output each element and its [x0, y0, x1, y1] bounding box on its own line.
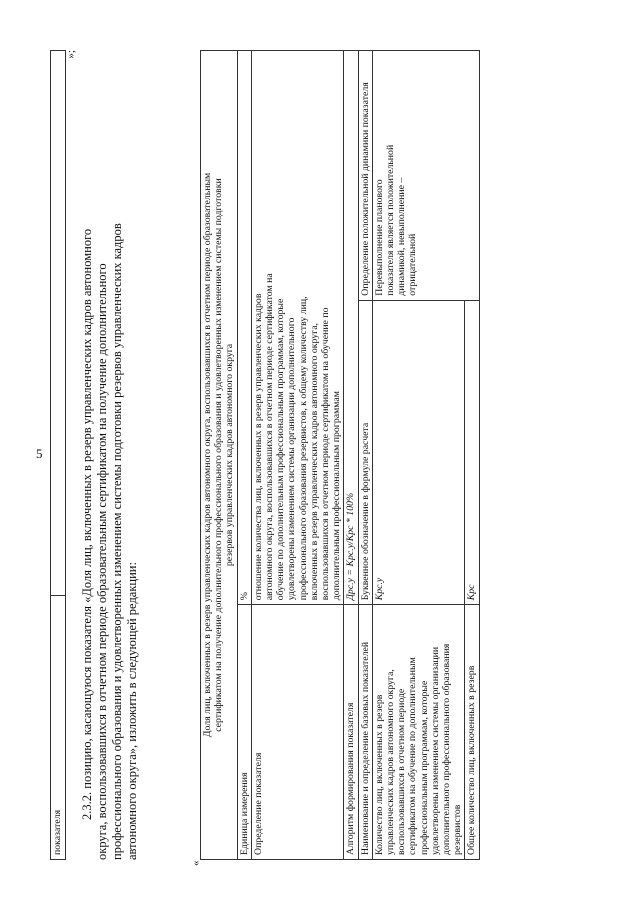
row1-label: [372, 605, 465, 860]
page-number: 5: [36, 446, 43, 461]
dynamics-line: отрицательной: [407, 233, 419, 296]
paragraph-line: 2.3.2. позицию, касающуюся показателя «Доля лиц, включенных в резерв управленческих кадров автономного: [80, 228, 94, 820]
paragraph-line: автономного округа», изложить в следующей редакции:: [125, 562, 139, 860]
top-table: [50, 50, 66, 860]
definition-value: [251, 51, 344, 605]
closing-quote: »;: [65, 50, 77, 59]
row1-symbol: Крс.у: [372, 300, 465, 605]
dynamics-header: Определение положительной динамики показателя: [358, 51, 372, 301]
row1-line: резервистов: [452, 804, 464, 855]
definition-line: удовлетворены изменением системы организации дополнительного: [286, 317, 298, 601]
dynamics-value: [372, 51, 479, 301]
paragraph-line: округа, воспользовавшихся в отчетном периоде образовательным сертификатом на получение дополнительного: [95, 263, 109, 860]
row2-label: Общее количество лиц, включенных в резерв: [465, 605, 479, 860]
indicator-table: [200, 50, 480, 860]
definition-line: автономного округа, воспользовавшихся в отчетном периоде сертификатом на: [264, 273, 276, 601]
dynamics-line: Перевыполнение планового: [373, 179, 385, 296]
opening-quote: «: [190, 860, 202, 866]
top-table-cell-right: [51, 51, 66, 596]
row2-symbol: Крс: [465, 300, 479, 605]
definition-line: обучение по дополнительным профессиональным программам, которые: [275, 298, 287, 601]
amendment-paragraph: [80, 50, 140, 860]
unit-value: %: [237, 51, 251, 605]
row1-line: удовлетворены изменением системы организации: [429, 646, 441, 855]
definition-label: Определение показателя: [251, 605, 344, 860]
title-line: сертификатом на получение дополнительного профессионального образования и удовлетворенных изменением системы подготовки: [213, 178, 225, 732]
indicator-title: [201, 51, 238, 860]
definition-line: воспользовавшихся в отчетном периоде сертификатом на обучение по: [320, 307, 332, 601]
dynamics-line: показателя является положительной: [385, 144, 397, 296]
definition-line: включенных в резерв управленческих кадров автономного округа,: [308, 323, 320, 601]
row1-line: воспользовавшихся в отчетном периоде: [396, 688, 408, 855]
title-line: резервов управленческих кадров автономного округа: [224, 343, 236, 567]
row1-line: управленческих кадров автономного округа,: [385, 669, 397, 855]
paragraph-line: профессионального образования и удовлетворенных изменением системы подготовки резервов управленческих кадров: [110, 223, 124, 860]
letter-designation-header: Буквенное обозначение в формуле расчета: [358, 300, 372, 605]
title-line: Доля лиц, включенных в резерв управленческих кадров автономного округа, воспользовавшихся в отчетном периоде образовательным: [202, 172, 213, 738]
top-table-cell-left: показателя: [51, 596, 66, 860]
definition-line: отношение количества лиц, включенных в резерв управленческих кадров: [252, 293, 264, 601]
base-indicators-header: Наименование и определение базовых показателей: [358, 605, 372, 860]
rotated-sheet: [50, 50, 640, 866]
definition-line: дополнительным профессиональным программам: [331, 391, 343, 601]
row1-line: сертификатом на обучение по дополнительным: [407, 657, 419, 855]
dynamics-line: динамикой, невыполнение –: [396, 177, 408, 296]
formula: Дрс.у = Крс.у/Крс * 100%: [344, 51, 358, 605]
algorithm-label: Алгоритм формирования показателя: [344, 605, 358, 860]
row1-line: профессиональным программам, которые: [418, 680, 430, 855]
row1-line: Количество лиц, включенных в резерв: [373, 694, 385, 855]
definition-line: профессионального образования резервистов, к общему количеству лиц,: [297, 296, 309, 601]
unit-label: Единица измерения: [237, 605, 251, 860]
row1-line: дополнительного профессионального образования: [441, 643, 453, 855]
